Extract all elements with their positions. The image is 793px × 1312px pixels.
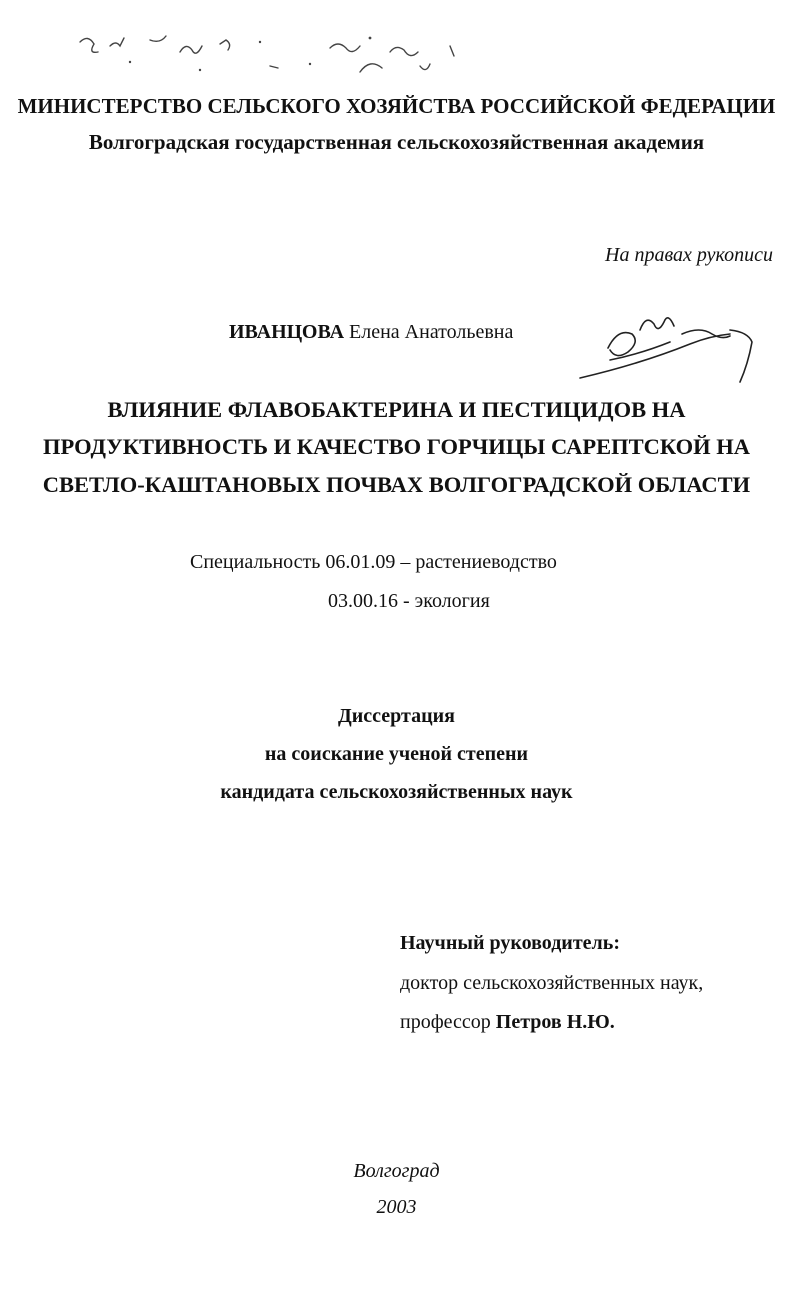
year: 2003 (376, 1196, 417, 1218)
dissertation-label: Диссертация (338, 705, 455, 727)
supervisor-heading: Научный руководитель: (400, 932, 620, 954)
author-given-names: Елена Анатольевна (349, 321, 514, 343)
supervisor-rank: профессор (400, 1011, 491, 1033)
degree-name: кандидата сельскохозяйственных наук (220, 781, 573, 803)
specialty-line-2: 03.00.16 - экология (328, 590, 490, 612)
author-surname: ИВАНЦОВА (229, 321, 345, 343)
supervisor-name: Петров Н.Ю. (495, 1011, 615, 1033)
thesis-title-line-2: ПРОДУКТИВНОСТЬ И КАЧЕСТВО ГОРЧИЦЫ САРЕПТСКОЙ НА (42, 434, 751, 459)
specialty-line-1: Специальность 06.01.09 – растениеводство (190, 551, 557, 573)
manuscript-note: На правах рукописи (605, 244, 773, 266)
thesis-title-line-3: СВЕТЛО-КАШТАНОВЫХ ПОЧВАХ ВОЛГОГРАДСКОЙ ОБЛАСТИ (42, 472, 751, 497)
degree-purpose: на соискание ученой степени (264, 743, 529, 765)
ministry-name: МИНИСТЕРСТВО СЕЛЬСКОГО ХОЗЯЙСТВА РОССИЙСКОЙ ФЕДЕРАЦИИ (17, 94, 776, 118)
academy-name: Волгоградская государственная сельскохозяйственная академия (88, 130, 705, 154)
city: Волгоград (353, 1160, 440, 1182)
supervisor-degree: доктор сельскохозяйственных наук, (400, 972, 704, 994)
handwritten-scribble-mark (60, 22, 480, 92)
supervisor-name-line (400, 1011, 615, 1034)
thesis-title-line-1: ВЛИЯНИЕ ФЛАВОБАКТЕРИНА И ПЕСТИЦИДОВ НА (107, 397, 686, 422)
author-signature (570, 300, 770, 390)
author-name (229, 321, 513, 344)
